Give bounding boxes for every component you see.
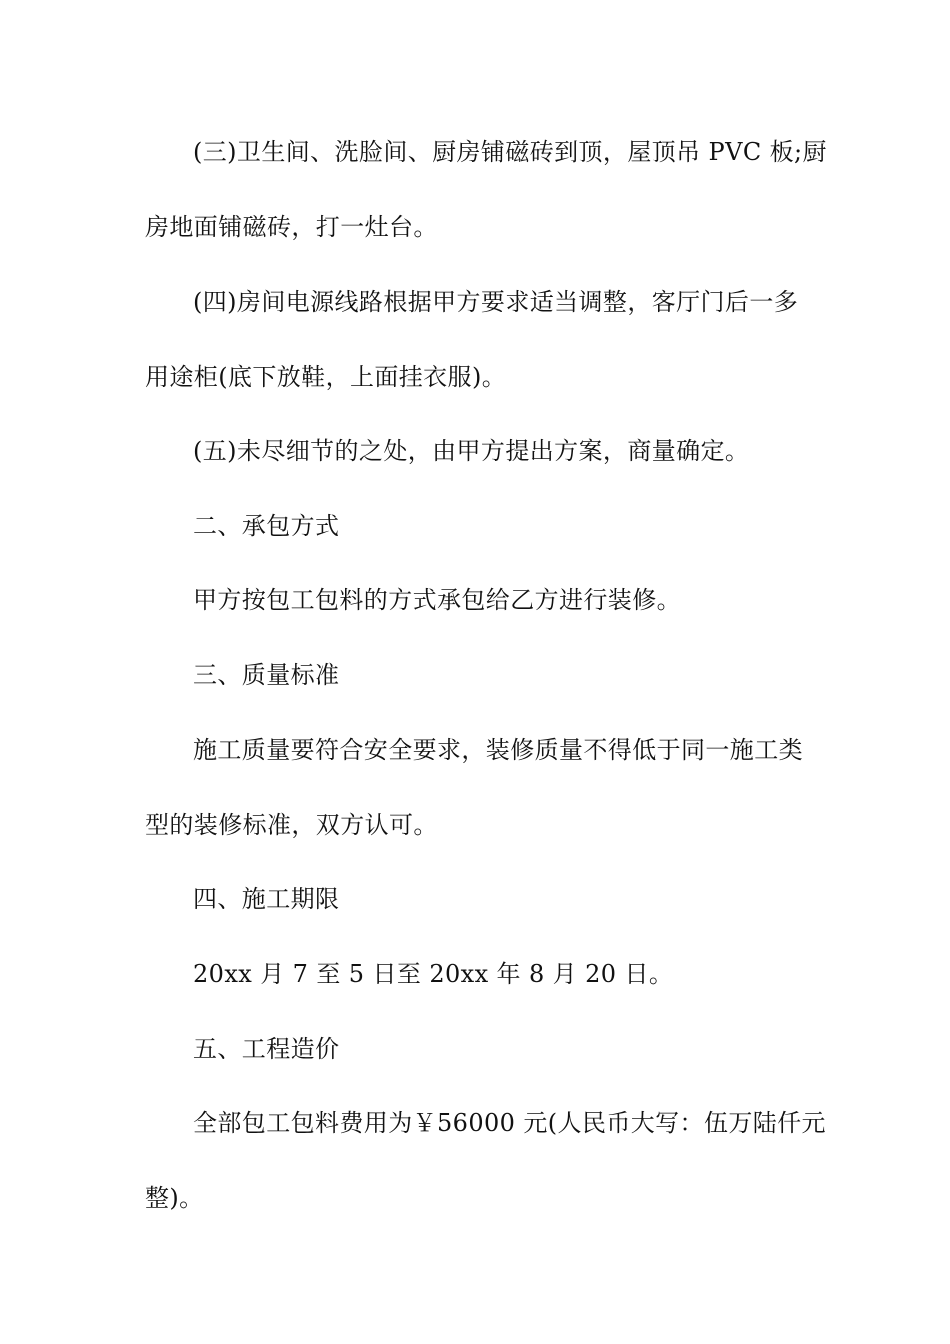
paragraph-line: 全部包工包料费用为￥56000 元(人民币大写：伍万陆仟元	[193, 1109, 826, 1137]
paragraph-line: 整)。	[145, 1184, 204, 1212]
section-heading: 四、施工期限	[193, 885, 340, 913]
section-heading: 三、质量标准	[193, 661, 340, 689]
paragraph-line: 房地面铺磁砖，打一灶台。	[145, 213, 438, 241]
paragraph-line: (五)未尽细节的之处，由甲方提出方案，商量确定。	[193, 437, 750, 465]
paragraph-line: (三)卫生间、洗脸间、厨房铺磁砖到顶，屋顶吊 PVC 板;厨	[193, 138, 827, 166]
paragraph-line: 型的装修标准，双方认可。	[145, 811, 438, 839]
section-heading: 五、工程造价	[193, 1035, 340, 1063]
paragraph-line: 用途柜(底下放鞋，上面挂衣服)。	[145, 363, 507, 391]
paragraph-line: 施工质量要符合安全要求，装修质量不得低于同一施工类	[193, 736, 803, 764]
paragraph-line: 20xx 月 7 至 5 日至 20xx 年 8 月 20 日。	[193, 960, 674, 988]
section-heading: 二、承包方式	[193, 512, 340, 540]
paragraph-line: 甲方按包工包料的方式承包给乙方进行装修。	[193, 586, 681, 614]
paragraph-line: (四)房间电源线路根据甲方要求适当调整，客厅门后一多	[193, 288, 799, 316]
